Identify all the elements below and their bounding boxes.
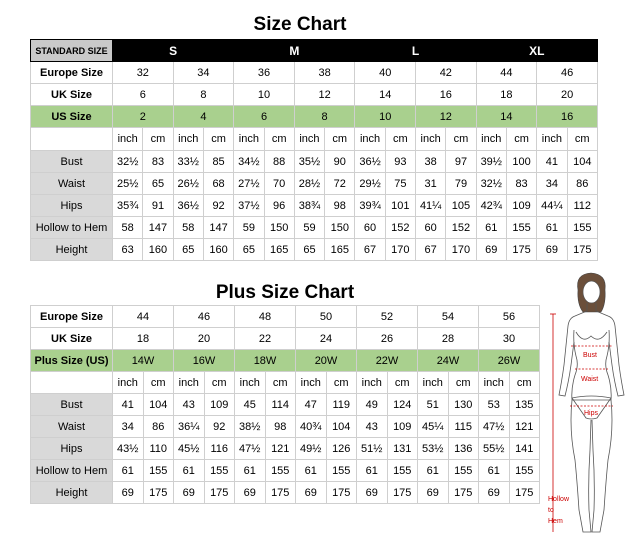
measurement-value: 116 [204,438,235,460]
measurement-value: 60 [416,217,446,239]
us-size-row-label: Plus Size (US) [31,350,113,372]
unit-header: cm [506,128,536,151]
us-size-row-value: 18W [235,350,296,372]
unit-header: cm [448,372,479,394]
measurement-value: 34 [113,416,144,438]
measurement-value: 141 [509,438,540,460]
us-size-row-value: 22W [357,350,418,372]
us-size-row-value: 16W [174,350,235,372]
measurement-value: 65 [294,239,324,261]
measurement-value: 155 [509,460,540,482]
measurement-value: 45½ [174,438,205,460]
us-size-row-label: US Size [31,106,113,128]
measurement-value: 104 [143,394,174,416]
uk-size-row-value: 20 [174,328,235,350]
units-row [31,128,598,151]
unit-header: cm [203,128,233,151]
unit-header: inch [418,372,449,394]
measurement-value: 109 [387,416,418,438]
measurement-value: 114 [265,394,296,416]
head-shape [583,281,600,303]
measurement-value: 83 [506,173,536,195]
measurement-value: 25½ [113,173,143,195]
uk-size-row-value: 26 [357,328,418,350]
measurement-value: 38½ [235,416,266,438]
measurement-value: 69 [113,482,144,504]
measurement-row [31,416,540,438]
unit-header: inch [537,128,567,151]
measurement-value: 92 [204,416,235,438]
measurement-value: 60 [355,217,385,239]
measurement-value: 31 [416,173,446,195]
europe-size-row-value: 48 [235,306,296,328]
measurement-value: 155 [387,460,418,482]
measurement-value: 98 [265,416,296,438]
us-size-row-value: 20W [296,350,357,372]
measurement-value: 165 [325,239,355,261]
measurement-value: 59 [294,217,324,239]
measurement-value: 61 [357,460,388,482]
uk-size-row-value: 6 [113,84,174,106]
measurement-value: 110 [143,438,174,460]
measurement-value: 155 [265,460,296,482]
measurement-value: 124 [387,394,418,416]
measurement-value: 155 [506,217,536,239]
measurement-value: 175 [567,239,597,261]
measurement-value: 58 [113,217,143,239]
measurement-value: 28½ [294,173,324,195]
measurement-value: 58 [173,217,203,239]
uk-size-row-value: 28 [418,328,479,350]
measurement-value: 88 [264,151,294,173]
unit-header: cm [326,372,357,394]
measurement-value: 69 [235,482,266,504]
unit-header: inch [113,372,144,394]
measurement-value: 61 [174,460,205,482]
measurement-value: 34½ [234,151,264,173]
measurement-value: 109 [204,394,235,416]
measurement-value: 170 [385,239,415,261]
measurement-value: 79 [446,173,476,195]
measurement-value: 155 [567,217,597,239]
measurement-value: 36½ [173,195,203,217]
unit-header: cm [143,128,173,151]
measurement-value: 45 [235,394,266,416]
unit-header: cm [264,128,294,151]
measurement-value: 32½ [113,151,143,173]
unit-header: inch [357,372,388,394]
measurement-label: Hollow to Hem [31,217,113,239]
europe-size-row-value: 44 [476,62,537,84]
europe-size-row-value: 38 [294,62,355,84]
us-size-row-value: 10 [355,106,416,128]
uk-size-row-value: 14 [355,84,416,106]
us-size-row-value: 2 [113,106,174,128]
unit-header: cm [385,128,415,151]
unit-header: cm [143,372,174,394]
right-leg-outline [592,400,612,532]
measurement-value: 65 [143,173,173,195]
measurement-value: 175 [509,482,540,504]
body-measurement-figure [545,270,640,542]
measurement-value: 33½ [173,151,203,173]
us-size-row-value: 8 [294,106,355,128]
measurement-value: 44¼ [537,195,567,217]
europe-size-row-value: 54 [418,306,479,328]
uk-size-row-value: 22 [235,328,296,350]
measurement-value: 69 [418,482,449,504]
measurement-value: 51 [418,394,449,416]
measurement-value: 96 [264,195,294,217]
measurement-value: 104 [326,416,357,438]
us-size-row-value: 26W [479,350,540,372]
measurement-value: 175 [265,482,296,504]
hollow-label-line1: Hollow [548,496,570,503]
measurement-value: 98 [325,195,355,217]
measurement-value: 53 [479,394,510,416]
bust-label: Bust [583,352,598,359]
plus-size-chart-title: Plus Size Chart [215,282,355,303]
measurement-value: 175 [204,482,235,504]
uk-size-row [31,328,540,350]
unit-header: cm [387,372,418,394]
measurement-value: 85 [203,151,233,173]
measurement-value: 43 [174,394,205,416]
measurement-value: 68 [203,173,233,195]
measurement-row [31,438,540,460]
measurement-row [31,482,540,504]
plus-size-chart-table [30,305,540,504]
measurement-label: Waist [31,173,113,195]
size-letter-header: M [234,40,355,62]
measurement-value: 70 [264,173,294,195]
measurement-value: 65 [173,239,203,261]
uk-size-row-value: 16 [416,84,477,106]
us-size-row-value: 16 [537,106,598,128]
uk-size-row-value: 30 [479,328,540,350]
measurement-label: Height [31,239,113,261]
europe-size-row [31,306,540,328]
measurement-value: 175 [387,482,418,504]
measurement-value: 61 [296,460,327,482]
measurement-value: 147 [203,217,233,239]
measurement-row [31,217,598,239]
left-leg-outline [571,400,591,532]
measurement-value: 155 [204,460,235,482]
measurement-value: 39½ [476,151,506,173]
measurement-value: 175 [326,482,357,504]
us-size-row-value: 12 [416,106,477,128]
size-chart-table [30,39,598,261]
measurement-value: 126 [326,438,357,460]
uk-size-row-value: 18 [113,328,174,350]
measurement-value: 160 [203,239,233,261]
measurement-value: 61 [476,217,506,239]
measurement-value: 39¾ [355,195,385,217]
measurement-value: 43½ [113,438,144,460]
measurement-row [31,460,540,482]
us-size-row [31,106,598,128]
measurement-value: 51½ [357,438,388,460]
unit-header: cm [265,372,296,394]
measurement-label: Hips [31,438,113,460]
europe-size-row-value: 56 [479,306,540,328]
measurement-label: Bust [31,394,113,416]
measurement-row [31,195,598,217]
measurement-value: 175 [143,482,174,504]
measurement-value: 83 [143,151,173,173]
measurement-value: 41¼ [416,195,446,217]
us-size-row-value: 24W [418,350,479,372]
us-size-row-value: 14W [113,350,174,372]
measurement-value: 121 [265,438,296,460]
standard-size-header-row [31,40,598,62]
measurement-value: 92 [203,195,233,217]
bra-outline [576,332,607,339]
measurement-value: 160 [143,239,173,261]
unit-header: inch [296,372,327,394]
size-letter-header: S [113,40,234,62]
europe-size-row-value: 52 [357,306,418,328]
measurement-value: 38 [416,151,446,173]
measurement-label: Height [31,482,113,504]
europe-size-row [31,62,598,84]
measurement-value: 121 [509,416,540,438]
measurement-value: 36½ [355,151,385,173]
measurement-value: 175 [506,239,536,261]
measurement-value: 67 [416,239,446,261]
unit-header: inch [113,128,143,151]
measurement-value: 130 [448,394,479,416]
measurement-value: 97 [446,151,476,173]
hips-label: Hips [584,410,599,417]
measurement-value: 61 [479,460,510,482]
size-letter-header: XL [476,40,597,62]
uk-size-row-value: 20 [537,84,598,106]
measurement-value: 35¾ [113,195,143,217]
hollow-label-line3: Hem [548,518,563,525]
measurement-value: 90 [325,151,355,173]
measurement-value: 170 [446,239,476,261]
measurement-value: 155 [326,460,357,482]
measurement-value: 75 [385,173,415,195]
measurement-label: Hollow to Hem [31,460,113,482]
measurement-value: 91 [143,195,173,217]
measurement-value: 86 [143,416,174,438]
us-size-row [31,350,540,372]
uk-size-row-value: 24 [296,328,357,350]
europe-size-row-value: 44 [113,306,174,328]
europe-size-row-value: 36 [234,62,295,84]
measurement-value: 47½ [235,438,266,460]
measurement-value: 100 [506,151,536,173]
measurement-value: 38¾ [294,195,324,217]
measurement-value: 69 [174,482,205,504]
europe-size-row-label: Europe Size [31,62,113,84]
unit-header: inch [416,128,446,151]
torso-outline [572,330,611,400]
unit-header: inch [476,128,506,151]
measurement-value: 40¾ [296,416,327,438]
measurement-value: 65 [234,239,264,261]
measurement-value: 150 [264,217,294,239]
europe-size-row-label: Europe Size [31,306,113,328]
measurement-value: 53½ [418,438,449,460]
unit-header: inch [355,128,385,151]
unit-header: cm [325,128,355,151]
uk-size-row-label: UK Size [31,84,113,106]
unit-header: inch [234,128,264,151]
units-row-blank [31,128,113,151]
measurement-value: 34 [537,173,567,195]
measurement-value: 69 [537,239,567,261]
measurement-value: 69 [479,482,510,504]
europe-size-row-value: 34 [173,62,234,84]
measurement-value: 152 [446,217,476,239]
uk-size-row-label: UK Size [31,328,113,350]
measurement-value: 112 [567,195,597,217]
measurement-value: 147 [143,217,173,239]
measurement-value: 72 [325,173,355,195]
us-size-row-value: 6 [234,106,295,128]
europe-size-row-value: 32 [113,62,174,84]
measurement-value: 155 [448,460,479,482]
measurement-value: 49½ [296,438,327,460]
unit-header: inch [235,372,266,394]
measurement-value: 37½ [234,195,264,217]
measurement-value: 104 [567,151,597,173]
size-letter-header: L [355,40,476,62]
measurement-value: 135 [509,394,540,416]
europe-size-row-value: 46 [174,306,235,328]
standard-size-header-label: STANDARD SIZE [31,40,113,62]
size-chart-title: Size Chart [253,14,347,35]
measurement-value: 175 [448,482,479,504]
measurement-value: 42¾ [476,195,506,217]
unit-header: cm [509,372,540,394]
measurement-value: 165 [264,239,294,261]
units-row [31,372,540,394]
unit-header: inch [479,372,510,394]
measurement-value: 41 [537,151,567,173]
measurement-value: 41 [113,394,144,416]
europe-size-row-value: 50 [296,306,357,328]
measurement-value: 47 [296,394,327,416]
measurement-value: 119 [326,394,357,416]
unit-header: inch [294,128,324,151]
measurement-value: 61 [235,460,266,482]
measurement-value: 69 [296,482,327,504]
measurement-value: 29½ [355,173,385,195]
us-size-row-value: 14 [476,106,537,128]
unit-header: inch [173,128,203,151]
europe-size-row-value: 42 [416,62,477,84]
europe-size-row-value: 46 [537,62,598,84]
uk-size-row-value: 18 [476,84,537,106]
units-row-blank [31,372,113,394]
measurement-value: 55½ [479,438,510,460]
measurement-row [31,151,598,173]
measurement-label: Waist [31,416,113,438]
measurement-value: 26½ [173,173,203,195]
measurement-value: 69 [476,239,506,261]
measurement-value: 131 [387,438,418,460]
measurement-label: Hips [31,195,113,217]
measurement-value: 115 [448,416,479,438]
uk-size-row [31,84,598,106]
measurement-value: 43 [357,416,388,438]
waist-label: Waist [581,376,599,383]
measurement-value: 155 [143,460,174,482]
measurement-value: 32½ [476,173,506,195]
measurement-value: 61 [418,460,449,482]
uk-size-row-value: 10 [234,84,295,106]
measurement-value: 61 [537,217,567,239]
uk-size-row-value: 8 [173,84,234,106]
measurement-row [31,394,540,416]
measurement-row [31,239,598,261]
body-outline-illustration [545,270,640,542]
measurement-value: 27½ [234,173,264,195]
measurement-value: 63 [113,239,143,261]
measurement-value: 109 [506,195,536,217]
measurement-value: 152 [385,217,415,239]
measurement-value: 93 [385,151,415,173]
europe-size-row-value: 40 [355,62,416,84]
us-size-row-value: 4 [173,106,234,128]
measurement-value: 47½ [479,416,510,438]
measurement-value: 45¼ [418,416,449,438]
hollow-label-line2: to [548,507,554,514]
measurement-value: 105 [446,195,476,217]
measurement-value: 101 [385,195,415,217]
measurement-value: 35½ [294,151,324,173]
measurement-value: 86 [567,173,597,195]
measurement-value: 49 [357,394,388,416]
uk-size-row-value: 12 [294,84,355,106]
measurement-label: Bust [31,151,113,173]
unit-header: cm [567,128,597,151]
measurement-value: 136 [448,438,479,460]
measurement-row [31,173,598,195]
unit-header: cm [446,128,476,151]
unit-header: cm [204,372,235,394]
unit-header: inch [174,372,205,394]
measurement-value: 59 [234,217,264,239]
measurement-value: 36¼ [174,416,205,438]
measurement-value: 61 [113,460,144,482]
measurement-value: 150 [325,217,355,239]
measurement-value: 69 [357,482,388,504]
measurement-value: 67 [355,239,385,261]
